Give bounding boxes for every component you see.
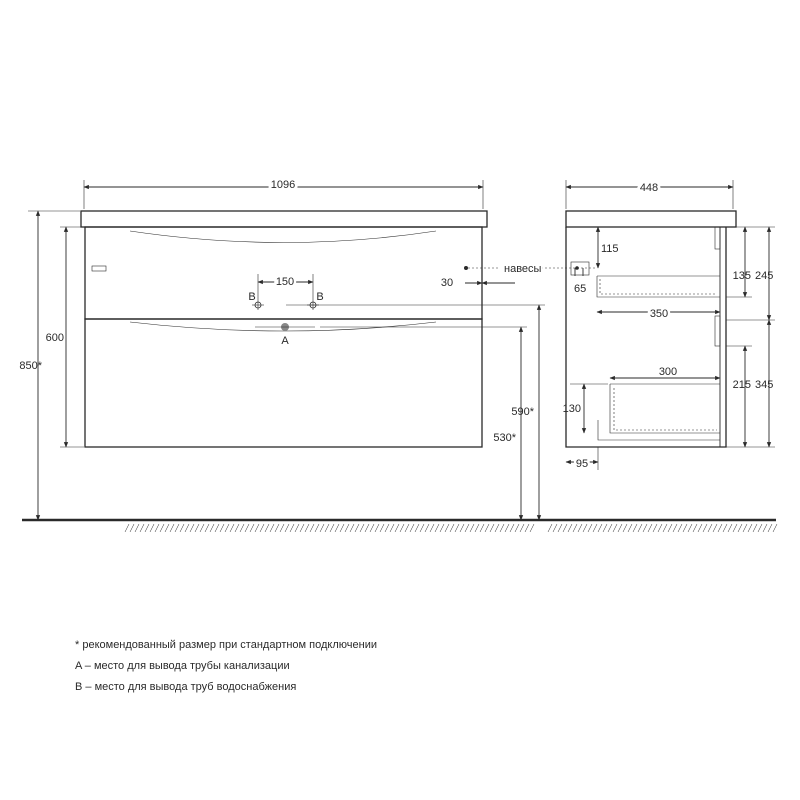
floor-hatch: [310, 524, 314, 532]
dim-depth: 448: [639, 182, 659, 194]
floor-hatch: [500, 524, 504, 532]
floor: [22, 520, 777, 532]
floor-hatch: [618, 524, 622, 532]
floor-hatch: [415, 524, 419, 532]
floor-hatch: [733, 524, 737, 532]
dim-95: 95: [575, 458, 589, 470]
dimension-labels: [19, 179, 773, 470]
floor-hatch: [380, 524, 384, 532]
note-b: B – место для вывода труб водоснабжения: [75, 681, 297, 693]
floor-hatch: [400, 524, 404, 532]
floor-hatch: [205, 524, 209, 532]
floor-hatch: [130, 524, 134, 532]
floor-hatch: [340, 524, 344, 532]
label-b-left: B: [248, 291, 256, 303]
floor-hatch: [738, 524, 742, 532]
label-hinges: навесы: [504, 263, 542, 275]
floor-hatch: [430, 524, 434, 532]
floor-hatch: [768, 524, 772, 532]
label-a: A: [281, 335, 289, 347]
floor-hatch: [603, 524, 607, 532]
floor-hatch: [440, 524, 444, 532]
floor-hatch: [465, 524, 469, 532]
floor-hatch: [280, 524, 284, 532]
floor-hatch: [195, 524, 199, 532]
dim-345: 345: [755, 379, 774, 391]
floor-hatch: [718, 524, 722, 532]
floor-hatch: [320, 524, 324, 532]
dim-130: 130: [562, 403, 581, 415]
floor-hatch: [525, 524, 529, 532]
floor-hatch: [325, 524, 329, 532]
floor-hatch: [360, 524, 364, 532]
floor-hatch: [490, 524, 494, 532]
floor-hatch: [553, 524, 557, 532]
floor-hatch: [683, 524, 687, 532]
floor-hatch: [180, 524, 184, 532]
floor-hatch: [275, 524, 279, 532]
floor-hatch: [370, 524, 374, 532]
floor-hatch: [215, 524, 219, 532]
floor-hatch: [678, 524, 682, 532]
floor-hatch: [240, 524, 244, 532]
floor-hatch: [763, 524, 767, 532]
dim-30: 30: [440, 277, 454, 289]
floor-hatch: [135, 524, 139, 532]
floor-hatch: [515, 524, 519, 532]
floor-hatch: [723, 524, 727, 532]
floor-hatch: [330, 524, 334, 532]
floor-hatch: [475, 524, 479, 532]
floor-hatch: [200, 524, 204, 532]
label-b-right: B: [316, 291, 324, 303]
floor-hatch: [150, 524, 154, 532]
floor-hatch: [305, 524, 309, 532]
legend-notes: [75, 635, 377, 698]
dim-215: 215: [732, 379, 751, 391]
floor-hatch: [510, 524, 514, 532]
side-view: [537, 180, 775, 470]
dim-65: 65: [574, 283, 587, 295]
hinge-mark-right: [464, 266, 468, 270]
floor-hatch: [170, 524, 174, 532]
floor-hatch: [648, 524, 652, 532]
floor-hatch: [708, 524, 712, 532]
floor-hatch: [345, 524, 349, 532]
floor-hatch: [255, 524, 259, 532]
floor-hatch: [758, 524, 762, 532]
floor-hatch: [520, 524, 524, 532]
floor-hatch: [573, 524, 577, 532]
floor-hatch: [753, 524, 757, 532]
floor-hatch: [175, 524, 179, 532]
floor-hatch: [588, 524, 592, 532]
floor-hatch: [598, 524, 602, 532]
floor-hatch: [265, 524, 269, 532]
floor-hatch: [140, 524, 144, 532]
floor-hatch: [773, 524, 777, 532]
floor-hatch: [375, 524, 379, 532]
floor-hatch: [285, 524, 289, 532]
dim-245: 245: [755, 270, 774, 282]
floor-hatch: [245, 524, 249, 532]
floor-hatch: [495, 524, 499, 532]
floor-hatch: [210, 524, 214, 532]
floor-hatch: [160, 524, 164, 532]
floor-hatch: [703, 524, 707, 532]
floor-hatch: [220, 524, 224, 532]
floor-hatch: [593, 524, 597, 532]
dim-body-height: 600: [45, 332, 64, 344]
floor-hatch: [668, 524, 672, 532]
floor-hatch: [548, 524, 552, 532]
floor-hatch: [410, 524, 414, 532]
floor-hatch: [290, 524, 294, 532]
floor-hatch: [145, 524, 149, 532]
floor-hatch: [713, 524, 717, 532]
floor-hatch: [390, 524, 394, 532]
floor-hatch: [315, 524, 319, 532]
floor-hatch: [425, 524, 429, 532]
dim-300: 300: [658, 366, 678, 378]
floor-hatch: [613, 524, 617, 532]
floor-hatch: [165, 524, 169, 532]
floor-hatch: [270, 524, 274, 532]
floor-hatch: [470, 524, 474, 532]
floor-hatch: [505, 524, 509, 532]
floor-hatch: [155, 524, 159, 532]
dim-150: 150: [275, 276, 295, 288]
floor-hatch: [405, 524, 409, 532]
side-countertop: [566, 211, 736, 227]
dim-total-height: 850*: [19, 360, 42, 372]
floor-hatch: [420, 524, 424, 532]
floor-hatch: [558, 524, 562, 532]
floor-hatch: [673, 524, 677, 532]
floor-hatch: [638, 524, 642, 532]
floor-hatch: [250, 524, 254, 532]
floor-hatch: [485, 524, 489, 532]
floor-hatch: [623, 524, 627, 532]
dim-width: 1096: [270, 179, 296, 191]
floor-hatch: [628, 524, 632, 532]
floor-hatch: [455, 524, 459, 532]
basin-curve-upper: [130, 231, 436, 243]
dim-115: 115: [601, 243, 619, 255]
floor-hatch: [608, 524, 612, 532]
floor-hatch: [445, 524, 449, 532]
floor-hatch: [295, 524, 299, 532]
floor-hatch: [350, 524, 354, 532]
floor-hatch: [460, 524, 464, 532]
floor-hatch: [335, 524, 339, 532]
floor-hatch: [450, 524, 454, 532]
floor-hatch: [728, 524, 732, 532]
dim-530: 530*: [493, 432, 516, 444]
note-a: A – место для вывода трубы канализации: [75, 660, 290, 672]
floor-hatch: [395, 524, 399, 532]
floor-hatch: [568, 524, 572, 532]
front-view: [28, 180, 545, 520]
dim-590: 590*: [511, 406, 534, 418]
floor-hatch: [355, 524, 359, 532]
floor-hatch: [688, 524, 692, 532]
floor-hatch: [698, 524, 702, 532]
floor-hatch: [235, 524, 239, 532]
floor-hatch: [633, 524, 637, 532]
floor-hatch: [260, 524, 264, 532]
floor-hatch: [658, 524, 662, 532]
dim-135: 135: [732, 270, 751, 282]
floor-hatch: [230, 524, 234, 532]
floor-hatch: [125, 524, 129, 532]
floor-hatch: [530, 524, 534, 532]
floor-hatch: [365, 524, 369, 532]
floor-hatch: [643, 524, 647, 532]
floor-hatch: [185, 524, 189, 532]
floor-hatch: [583, 524, 587, 532]
countertop: [81, 211, 487, 227]
floor-hatch: [435, 524, 439, 532]
floor-hatch: [300, 524, 304, 532]
floor-hatch: [663, 524, 667, 532]
dim-350: 350: [649, 308, 669, 320]
floor-hatch: [385, 524, 389, 532]
floor-hatch: [743, 524, 747, 532]
floor-hatch: [578, 524, 582, 532]
floor-hatch: [563, 524, 567, 532]
note-recommended: * рекомендованный размер при стандартном подключении: [75, 639, 377, 651]
floor-hatch: [653, 524, 657, 532]
floor-hatch: [190, 524, 194, 532]
floor-hatch: [225, 524, 229, 532]
side-body: [566, 227, 726, 447]
floor-hatch: [480, 524, 484, 532]
floor-hatch: [748, 524, 752, 532]
floor-hatch: [693, 524, 697, 532]
hinge-mark-left: [92, 266, 106, 271]
